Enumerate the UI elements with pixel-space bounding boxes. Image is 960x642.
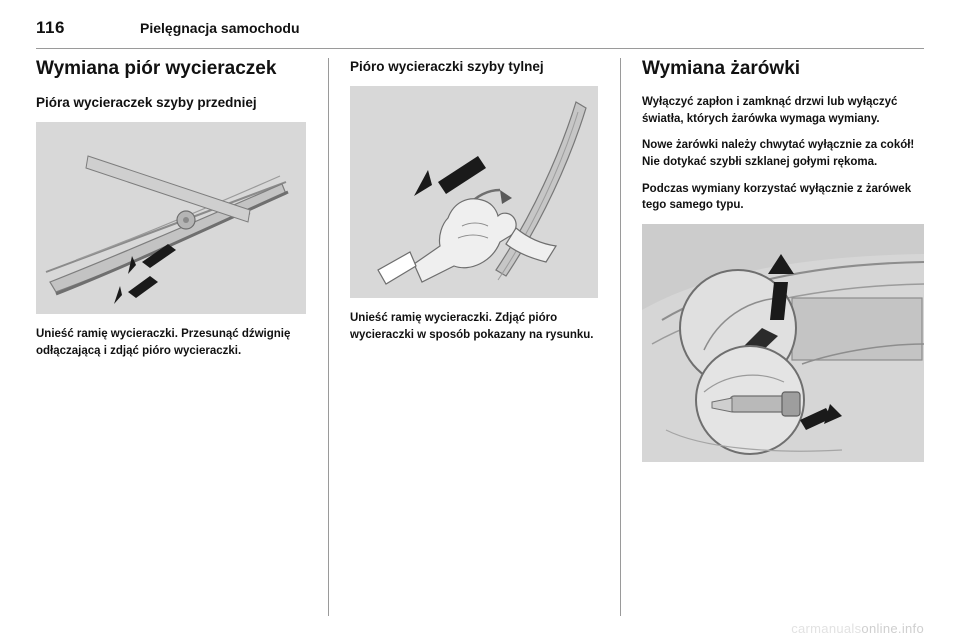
column-1: [36, 58, 328, 616]
page-number: 116: [36, 18, 65, 37]
bulb-instructions-3: Podczas wymiany korzystać wyłącznie z żarówek tego samego typu.: [642, 182, 912, 212]
page-title: Pielęgnacja samochodu: [140, 20, 300, 36]
watermark-light: carmanuals: [791, 621, 862, 636]
page-content: [36, 18, 924, 616]
headlight-bulb-replacement-illustration: [642, 224, 924, 462]
watermark: [791, 621, 924, 636]
section-title-wiper-blades: Wymiana piór wycieraczek: [36, 58, 277, 79]
column-2: [328, 58, 620, 616]
wiper-blade-rear-illustration: [350, 86, 598, 298]
rear-wiper-instructions: Unieść ramię wycieraczki. Zdjąć pióro wycieraczki w sposób pokazany na rysunku.: [350, 312, 594, 341]
wiper-blade-front-illustration: [36, 122, 306, 314]
watermark-dark: online.info: [861, 621, 924, 636]
columns-container: [36, 58, 924, 616]
bulb-instructions-1: Wyłączyć zapłon i zamknąć drzwi lub wyłączyć światła, których żarówka wymaga wymiany.: [642, 95, 898, 125]
column-3: [620, 58, 924, 616]
subsection-title-rear-wiper: Pióro wycieraczki szyby tylnej: [350, 59, 544, 74]
section-title-bulb-replacement: Wymiana żarówki: [642, 58, 801, 79]
page-header: [36, 18, 924, 52]
header-divider: [36, 48, 924, 49]
bulb-instructions-2: Nowe żarówki należy chwytać wyłącznie za cokół! Nie dotykać szybłi szklanej gołymi rękoma.: [642, 139, 915, 168]
front-wiper-instructions: Unieść ramię wycieraczki. Przesunąć dźwignię odłączającą i zdjąć pióro wycieraczki.: [36, 328, 291, 357]
subsection-title-front-wipers: Pióra wycieraczek szyby przedniej: [36, 94, 257, 110]
